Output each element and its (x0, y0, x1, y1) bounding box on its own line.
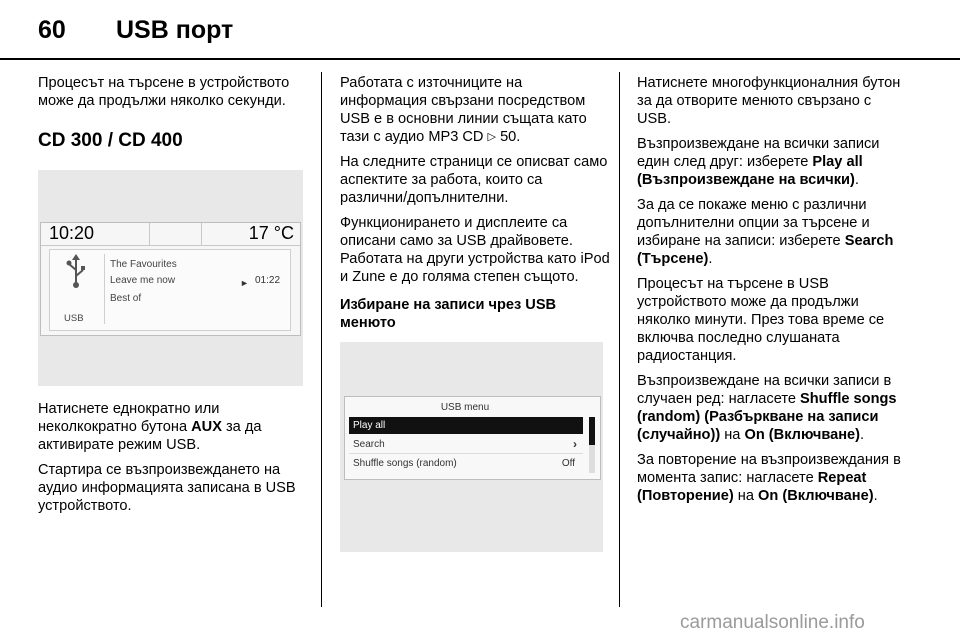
track-item: The Favourites (110, 259, 177, 270)
paragraph (637, 135, 909, 189)
chevron-right-icon: › (573, 437, 577, 451)
display-temperature: 17 °C (248, 223, 294, 243)
menu-item-label: Search (353, 439, 385, 450)
header-rule (0, 58, 960, 60)
column-divider-1 (321, 72, 322, 607)
paragraph: Функционирането и дисплеите са описани само за USB драйвовете. Работата на други устройства като iPod и Zune е до голяма степен същото. (340, 215, 610, 285)
text: . (854, 172, 859, 188)
menu-title: USB menu (440, 402, 490, 413)
text: За да се покаже меню с различни допълнителни опции за търсене и избиране на записи: изберете (637, 197, 870, 249)
page-title: USB порт (116, 16, 234, 44)
play-icon: ► (240, 278, 249, 288)
divider (149, 223, 150, 245)
option-label: Repeat (Повторение) (637, 470, 867, 504)
menu-scrollbar (589, 417, 595, 473)
text: Възпроизвеждане на всички записи в случаен ред: нагласете (637, 373, 892, 407)
column-2 (340, 74, 610, 552)
menu-item-play-all (349, 417, 583, 434)
track-item: Best of (110, 293, 142, 304)
paragraph: Стартира се възпроизвеждането на аудио информацията записана в USB устройството. (38, 462, 296, 514)
shuffle-value: Off (561, 458, 575, 469)
radio-display-image (38, 170, 303, 386)
display-topbar (41, 223, 300, 246)
paragraph (340, 74, 610, 146)
menu-item-label: Play all (353, 420, 386, 431)
page-reference: 50. (500, 129, 521, 145)
display-content (49, 249, 291, 331)
menu-item-shuffle (349, 455, 583, 472)
text: . (860, 427, 865, 443)
paragraph (38, 400, 310, 454)
paragraph (637, 196, 909, 268)
watermark: carmanualsonline.info (680, 612, 865, 633)
text: на (720, 427, 745, 443)
scrollbar-thumb (589, 417, 595, 445)
page-header (38, 16, 233, 45)
subsection-heading: Избиране на записи чрез USB менюто (340, 297, 557, 331)
paragraph (637, 372, 909, 444)
text: за да активирате режим USB. (38, 419, 262, 453)
menu-item-search (349, 436, 583, 454)
paragraph (637, 451, 909, 505)
track-duration: 01:22 (255, 275, 281, 286)
option-label: Shuffle songs (random) (Разбъркване на записи (случайно)) (637, 391, 897, 443)
track-item: Leave me now (110, 275, 176, 286)
text: Работата с източниците на информация свързани посредством USB е в основни линии същата като тази с аудио MP3 CD (340, 75, 587, 145)
text: За повторение на възпроизвеждания в момента запис: нагласете (637, 452, 901, 486)
arrow-icon: ▷ (487, 131, 496, 143)
option-label: Search (Търсене) (637, 233, 894, 267)
column-1 (38, 74, 310, 522)
usb-icon (66, 254, 86, 290)
aux-button-label: AUX (191, 419, 222, 435)
text: . (708, 251, 713, 267)
paragraph: Процесът на търсене в USB устройството може да продължи няколко минути. През това време се включва последно слушаната радиостанция. (637, 276, 885, 364)
paragraph: Процесът на търсене в устройството може да продължи няколко секунди. (38, 75, 290, 109)
display-screen (40, 222, 301, 336)
column-divider-2 (619, 72, 620, 607)
text: на (733, 488, 759, 504)
column-3 (637, 74, 909, 512)
usb-label: USB (64, 313, 84, 324)
divider (104, 254, 105, 324)
option-label: Play all (Възпроизвеждане на всички) (637, 154, 863, 188)
usb-menu-image (340, 342, 603, 552)
display-time: 10:20 (49, 223, 95, 243)
text: Натиснете еднократно или неколкократно бутона (38, 401, 220, 435)
option-value: On (Включване) (758, 488, 874, 504)
text: . (873, 488, 878, 504)
page-number: 60 (38, 16, 66, 44)
paragraph: На следните страници се описват само аспектите за работа, които са различни/допълнителни. (340, 154, 608, 206)
divider (201, 223, 202, 245)
text: Възпроизвеждане на всички записи един след друг: изберете (637, 136, 880, 170)
section-heading: CD 300 / CD 400 (38, 130, 183, 151)
display-screen (344, 396, 601, 480)
paragraph: Натиснете многофункционалния бутон за да отворите менюто свързано с USB. (637, 75, 901, 127)
option-value: On (Включване) (744, 427, 861, 443)
menu-item-label: Shuffle songs (random) (353, 458, 457, 469)
